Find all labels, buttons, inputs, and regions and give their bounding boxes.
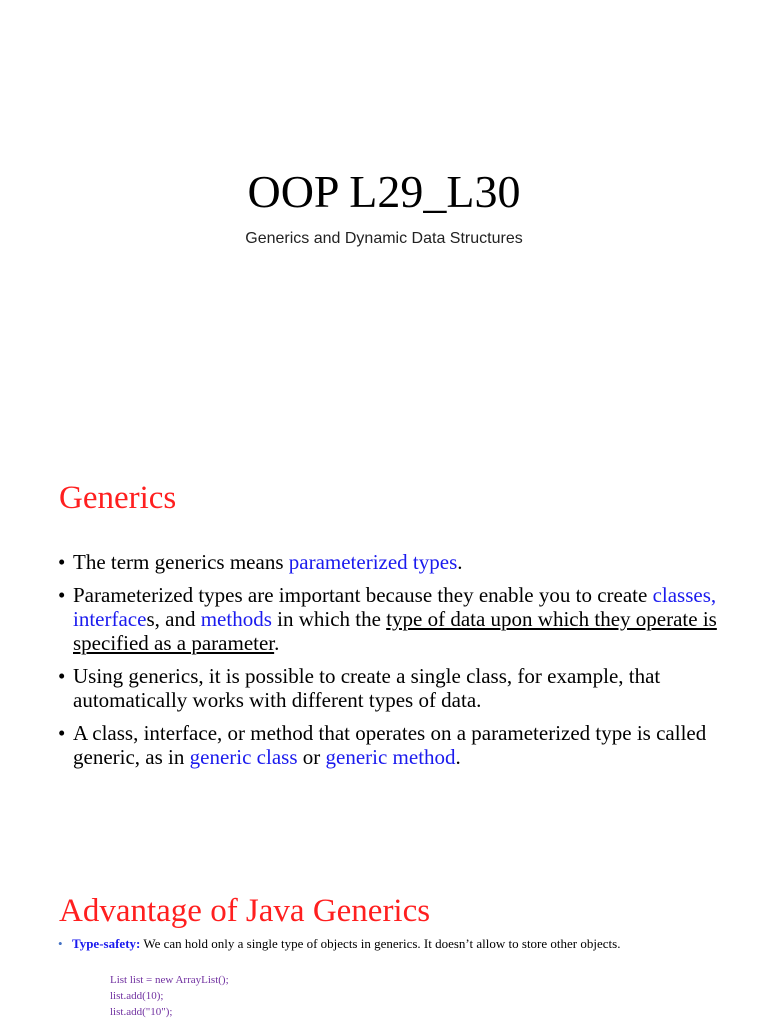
section-title: Advantage of Java Generics — [59, 893, 431, 929]
bullet-text: . — [457, 550, 463, 574]
highlight-term: classes, interface — [73, 583, 717, 631]
highlight-term: parameterized types — [288, 550, 458, 574]
bullet-item — [58, 721, 718, 769]
bullet-item — [58, 935, 708, 952]
underlined-text: type of data upon which they operate is specified as a parameter — [73, 607, 717, 655]
bullet-text: in which the — [271, 607, 387, 631]
bullet-text: We can hold only a single type of objects in generics. It doesn’t allow to store other objects. — [140, 936, 621, 951]
highlight-term: generic method — [325, 745, 456, 769]
section-title: Generics — [59, 480, 177, 516]
code-line: list.add("10"); — [110, 1006, 173, 1018]
highlight-term: methods — [200, 607, 272, 631]
slide-subtitle: Generics and Dynamic Data Structures — [245, 230, 523, 247]
bullet-text: A class, interface, or method that operates on a parameterized type is called generic, as in — [73, 721, 707, 769]
code-line: list.add(10); — [110, 990, 164, 1002]
bullet-item — [58, 583, 718, 655]
bullet-list — [58, 550, 718, 778]
bullet-text: . — [274, 631, 280, 655]
bullet-item — [58, 664, 718, 712]
advantages-slide — [0, 864, 768, 1024]
bullet-item — [58, 550, 718, 574]
bullet-text: or — [297, 745, 326, 769]
title-slide — [0, 0, 768, 432]
highlight-term: generic class — [189, 745, 298, 769]
bullet-text: The term generics means — [73, 550, 289, 574]
code-line: List list = new ArrayList(); — [110, 974, 229, 986]
bullet-text: . — [455, 745, 461, 769]
bullet-text: Parameterized types are important because they enable you to create — [73, 583, 653, 607]
slide-title: OOP L29_L30 — [247, 166, 521, 217]
bullet-text: s, and — [146, 607, 201, 631]
bullet-label: Type-safety: — [72, 936, 141, 951]
bullet-list — [58, 935, 708, 952]
generics-slide — [0, 432, 768, 864]
bullet-text: Using generics, it is possible to create a single class, for example, that automatically works with different types of data. — [73, 664, 661, 712]
